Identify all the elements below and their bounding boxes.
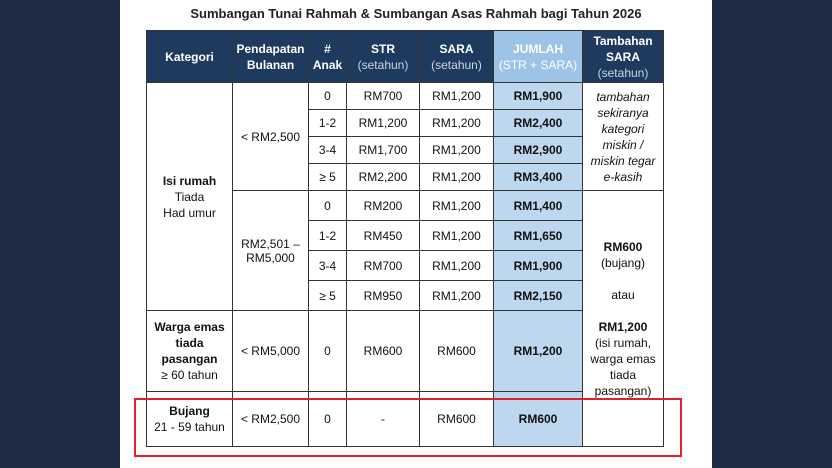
str-cell: RM700: [347, 83, 420, 110]
anak-cell: ≥ 5: [309, 164, 347, 191]
sara-cell: RM1,200: [420, 137, 494, 164]
anak-cell: 0: [309, 392, 347, 447]
header-jumlah: JUMLAH (STR + SARA): [494, 31, 583, 83]
str-cell: RM200: [347, 191, 420, 221]
jumlah-cell: RM1,900: [494, 83, 583, 110]
sara-cell: RM1,200: [420, 251, 494, 281]
jumlah-cell: RM3,400: [494, 164, 583, 191]
jumlah-cell: RM1,400: [494, 191, 583, 221]
sara-cell: RM1,200: [420, 83, 494, 110]
sara-cell: RM1,200: [420, 110, 494, 137]
header-row: [147, 31, 664, 83]
jumlah-cell: RM1,650: [494, 221, 583, 251]
header-sara: SARA (setahun): [420, 31, 494, 83]
header-anak: # Anak: [309, 31, 347, 83]
income-warga: < RM5,000: [233, 311, 309, 392]
tambahan-note: tambahan sekiranya kategori miskin / miskin tegar e-kasih: [583, 83, 664, 191]
tambahan-amounts: RM600 (bujang) atau RM1,200 (isi rumah, warga emas tiada pasangan): [583, 191, 664, 447]
category-isi-rumah: Isi rumah Tiada Had umur: [147, 83, 233, 311]
sara-cell: RM1,200: [420, 164, 494, 191]
income-low: < RM2,500: [233, 83, 309, 191]
header-kategori: Kategori: [147, 31, 233, 83]
income-mid: RM2,501 – RM5,000: [233, 191, 309, 311]
category-bujang: Bujang 21 - 59 tahun: [147, 392, 233, 447]
str-cell: RM1,700: [347, 137, 420, 164]
anak-cell: 1-2: [309, 221, 347, 251]
anak-cell: 1-2: [309, 110, 347, 137]
anak-cell: 0: [309, 191, 347, 221]
header-str: STR (setahun): [347, 31, 420, 83]
str-cell: RM950: [347, 281, 420, 311]
category-warga-emas: Warga emas tiada pasangan ≥ 60 tahun: [147, 311, 233, 392]
sara-cell: RM600: [420, 392, 494, 447]
page-title: Sumbangan Tunai Rahmah & Sumbangan Asas Rahmah bagi Tahun 2026: [190, 6, 642, 21]
sara-cell: RM600: [420, 311, 494, 392]
anak-cell: 3-4: [309, 251, 347, 281]
str-cell: RM1,200: [347, 110, 420, 137]
jumlah-cell: RM2,900: [494, 137, 583, 164]
jumlah-cell: RM1,900: [494, 251, 583, 281]
str-cell: RM2,200: [347, 164, 420, 191]
header-tambahan: Tambahan SARA (setahun): [583, 31, 664, 83]
str-cell: RM700: [347, 251, 420, 281]
sara-cell: RM1,200: [420, 221, 494, 251]
jumlah-cell: RM1,200: [494, 311, 583, 392]
str-cell: -: [347, 392, 420, 447]
aid-table: [146, 30, 664, 447]
anak-cell: ≥ 5: [309, 281, 347, 311]
table-row: [147, 83, 664, 110]
jumlah-cell: RM2,400: [494, 110, 583, 137]
anak-cell: 3-4: [309, 137, 347, 164]
sara-cell: RM1,200: [420, 191, 494, 221]
header-pendapatan: Pendapatan Bulanan: [233, 31, 309, 83]
jumlah-cell: RM2,150: [494, 281, 583, 311]
bujang-highlight-box: [134, 398, 682, 457]
jumlah-cell: RM600: [494, 392, 583, 447]
anak-cell: 0: [309, 83, 347, 110]
anak-cell: 0: [309, 311, 347, 392]
str-cell: RM600: [347, 311, 420, 392]
str-cell: RM450: [347, 221, 420, 251]
income-bujang: < RM2,500: [233, 392, 309, 447]
sara-cell: RM1,200: [420, 281, 494, 311]
